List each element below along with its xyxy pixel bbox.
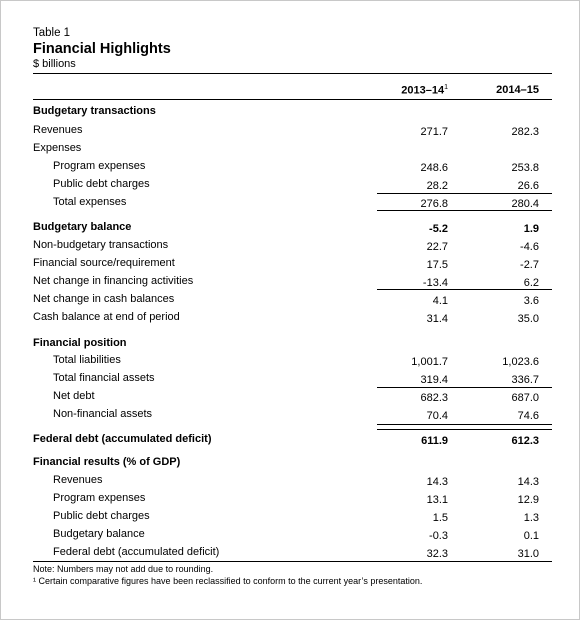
table-row [1,431,579,447]
value-2014-15: -4.6 [520,241,539,253]
subtotal-rule [377,424,552,425]
value-2014-15: 74.6 [517,410,539,422]
table-title: Financial Highlights [33,41,171,57]
value-2013-14: 319.4 [420,374,448,386]
subtotal-rule [377,387,552,388]
table-row [1,472,579,488]
table-row [1,176,579,192]
value-2013-14: 14.3 [426,476,448,488]
value-2013-14: 31.4 [426,313,448,325]
value-2013-14: 70.4 [426,410,448,422]
table-number: Table 1 [33,27,71,39]
table-row [1,388,579,404]
table-row [1,103,579,119]
subtotal-rule [377,289,552,290]
value-2014-15: 282.3 [511,126,539,138]
value-2013-14: 28.2 [426,180,448,192]
row-label: Program expenses [53,492,146,504]
value-2013-14: 13.1 [426,494,448,506]
table-row [1,370,579,386]
note-reclassified: ¹ Certain comparative figures have been reclassified to conform to the current year’s presentation. [33,576,423,586]
value-2014-15: 0.1 [523,530,539,542]
table-row [1,291,579,307]
value-2014-15: 26.6 [517,180,539,192]
footnote-mark: 1 [444,84,448,91]
row-label: Total financial assets [53,372,155,384]
value-2013-14: 248.6 [420,162,448,174]
value-2014-15: 253.8 [511,162,539,174]
row-label: Public debt charges [53,510,150,522]
value-2014-15: -2.7 [520,259,539,271]
value-2014-15: 280.4 [511,198,539,210]
row-label: Net change in financing activities [33,275,194,287]
value-2013-14: -13.4 [422,277,448,289]
table-row [1,273,579,289]
row-label: Total expenses [53,196,127,208]
value-2014-15: 12.9 [517,494,539,506]
value-2014-15: 3.6 [523,295,539,307]
value-2014-15: 35.0 [517,313,539,325]
value-2014-15: 687.0 [511,392,539,404]
value-2013-14: 17.5 [426,259,448,271]
value-2014-15: 1,023.6 [502,356,539,368]
table-unit: $ billions [33,58,76,70]
table-row [1,508,579,524]
bottom-rule [33,561,552,562]
table-row [1,406,579,422]
column-header-2014-15: 2014–15 [496,84,539,96]
table-row [1,122,579,138]
value-2013-14: 4.1 [432,295,448,307]
table-row [1,255,579,271]
row-label: Public debt charges [53,178,150,190]
value-2014-15: 612.3 [511,435,539,447]
table-row [1,352,579,368]
row-label: Budgetary transactions [33,105,156,117]
subtotal-rule [377,429,552,430]
row-label: Non-budgetary transactions [33,239,169,251]
row-label: Program expenses [53,160,146,172]
value-2013-14: 611.9 [421,435,448,447]
value-2014-15: 14.3 [517,476,539,488]
table-row [1,194,579,210]
row-label: Financial source/requirement [33,257,175,269]
subtotal-rule [377,193,552,194]
value-2014-15: 336.7 [511,374,539,386]
value-2014-15: 1.3 [523,512,539,524]
table-row [1,140,579,156]
row-label: Budgetary balance [33,221,132,233]
table-header [33,26,171,70]
value-2013-14: 1,001.7 [411,356,448,368]
row-label: Financial position [33,337,127,349]
column-header-2013-14 [368,84,448,97]
value-2013-14: 682.3 [420,392,448,404]
value-2013-14: 1.5 [432,512,448,524]
table-row [1,237,579,253]
column-header-2013-14-text: 2013–14 [401,84,445,97]
value-2014-15: 1.9 [523,223,539,235]
table-row [1,309,579,325]
row-label: Revenues [33,124,83,136]
value-2013-14: -5.2 [429,223,448,235]
note-rounding: Note: Numbers may not add due to rounding. [33,564,214,574]
value-2013-14: 271.7 [420,126,448,138]
subtotal-rule [377,210,552,211]
table-row [1,490,579,506]
row-label: Revenues [53,474,103,486]
row-label: Total liabilities [53,354,121,366]
top-rule [33,73,552,74]
value-2013-14: 32.3 [426,548,448,560]
row-label: Non-financial assets [53,408,153,420]
table-row [1,158,579,174]
row-label: Federal debt (accumulated deficit) [53,546,220,558]
row-label: Federal debt (accumulated deficit) [33,433,212,445]
value-2013-14: -0.3 [429,530,448,542]
table-row [1,544,579,560]
table-row [1,526,579,542]
value-2013-14: 276.8 [420,198,448,210]
row-label: Financial results (% of GDP) [33,456,181,468]
row-label: Budgetary balance [53,528,145,540]
value-2014-15: 31.0 [517,548,539,560]
row-label: Net debt [53,390,95,402]
value-2013-14: 22.7 [426,241,448,253]
row-label: Cash balance at end of period [33,311,180,323]
row-label: Net change in cash balances [33,293,175,305]
table-row [1,454,579,470]
value-2014-15: 6.2 [523,277,539,289]
table-row [1,219,579,235]
header-rule [33,99,552,100]
row-label: Expenses [33,142,82,154]
table-row [1,335,579,351]
